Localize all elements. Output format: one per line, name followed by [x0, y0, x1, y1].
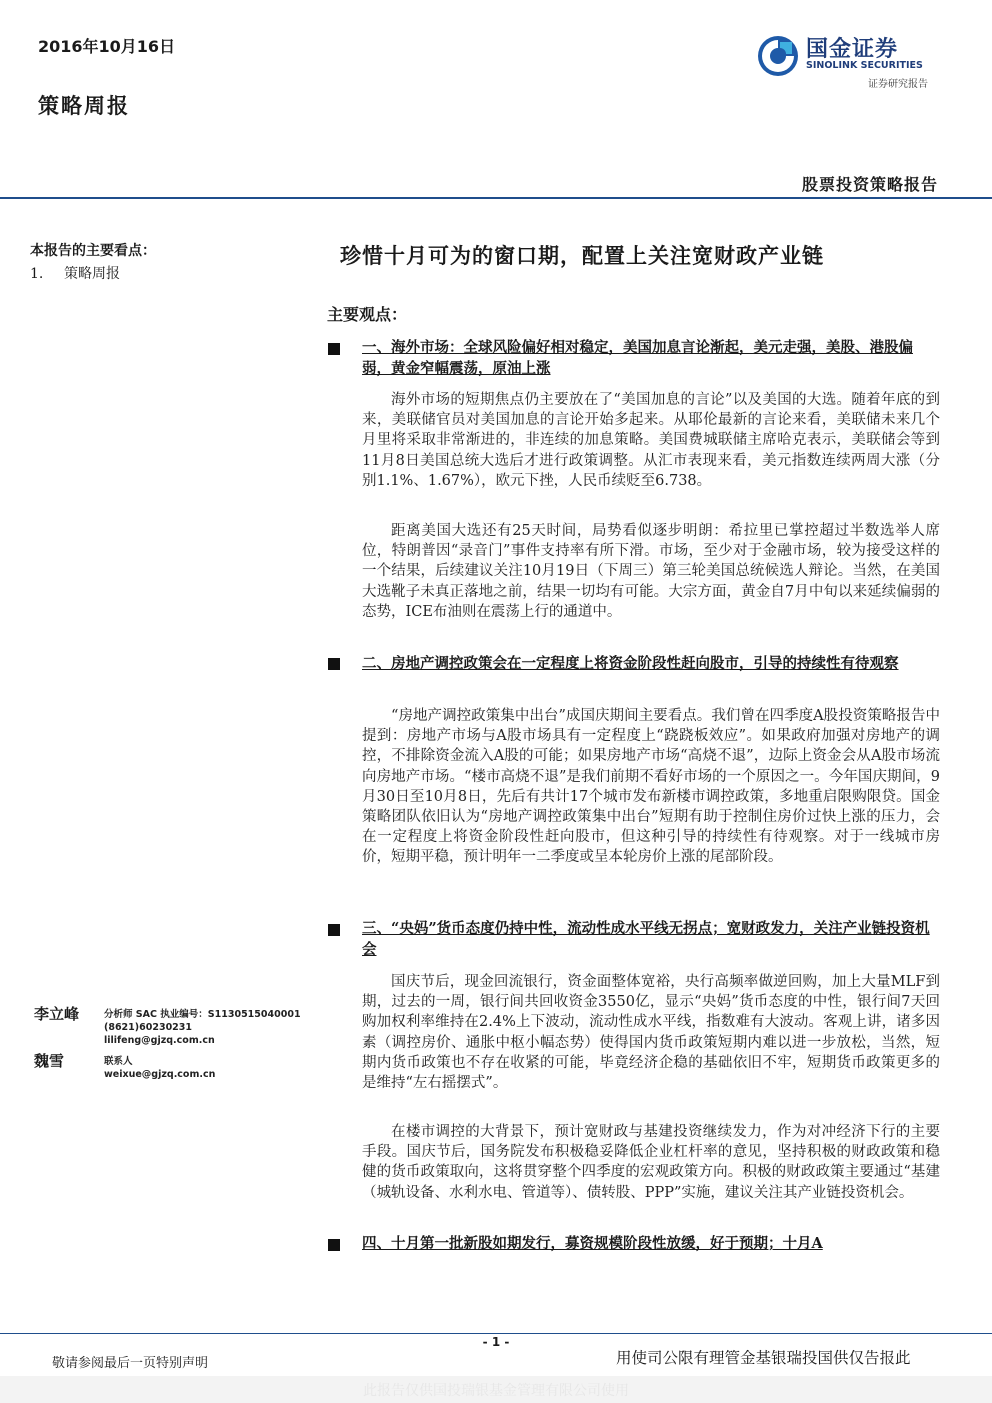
logo-english-name: SINOLINK SECURITIES: [806, 60, 923, 71]
analyst-email: lilifeng@gjzq.com.cn: [104, 1035, 215, 1046]
report-date: 2016年10月16日: [38, 37, 176, 56]
section-1-paragraph-2: 距离美国大选还有25天时间，局势看似逐步明朗：希拉里已掌控超过半数选举人席位，特朗普因“录音门”事件支持率有所下滑。市场，至少对于金融市场，较为接受这样的一个结果，后续建议关注10月19日（下周三）第三轮美国总统候选人辩论。当然，在美国大选靴子未真正落地之前，结果一切均有可能。大宗方面，黄金自7月中旬以来延续偏弱的态势，ICE布油则在震荡上行的通道中。: [362, 523, 940, 620]
disclaimer-note: 敬请参阅最后一页特别声明: [52, 1356, 209, 1371]
section-1-paragraph-1: 海外市场的短期焦点仍主要放在了“美国加息的言论”以及美国的大选。随着年底的到来，美联储官员对美国加息的言论开始多起来。从耶伦最新的言论来看，美联储未来几个月里将采取非常渐进的，非连续的加息策略。美国费城联储主席哈克表示，美联储会等到11月8日美国总统大选后才进行政策调整。从汇市表现来看，美元指数连续两周大涨（分别1.1%、1.67%），欧元下挫，人民币续贬至6.738。: [362, 392, 940, 489]
analyst-name: 李立峰: [34, 1005, 80, 1023]
analyst-phone: (8621)60230231: [104, 1022, 193, 1033]
section-heading-3: 三、“央妈”货币态度仍持中性，流动性成水平线无拐点；宽财政发力，关注产业链投资机会: [362, 920, 930, 958]
key-points-title: 本报告的主要看点：: [30, 243, 156, 259]
section-bullet-icon: [328, 924, 340, 936]
main-points-title: 主要观点：: [327, 305, 408, 324]
analyst-license: 分析师 SAC 执业编号：S1130515040001: [104, 1009, 301, 1020]
logo-chinese-name: 国金证券: [806, 37, 899, 62]
sinolink-logo-icon: [756, 34, 800, 78]
usage-note: 用使司公限有理管金基银瑞投国供仅告报此: [616, 1349, 911, 1367]
report-type: 策略周报: [38, 93, 130, 118]
key-point-item: [30, 263, 120, 283]
key-point-number: 1.: [30, 266, 44, 282]
section-bullet-icon: [328, 343, 340, 355]
contact-info: [104, 1055, 215, 1081]
watermark-text: 此报告仅供国投瑞银基金管理有限公司使用: [363, 1383, 629, 1399]
section-bullet-icon: [328, 1239, 340, 1251]
key-point-text: 策略周报: [64, 266, 120, 282]
footer-divider: [0, 1333, 992, 1334]
logo-subtitle: 证券研究报告: [868, 79, 928, 90]
contact-role: 联系人: [104, 1056, 133, 1067]
analyst-contact: [104, 1008, 301, 1047]
page-number: - 1 -: [482, 1335, 510, 1349]
report-title: 珍惜十月可为的窗口期，配置上关注宽财政产业链: [340, 243, 824, 268]
section-heading-4: 四、十月第一批新股如期发行，募资规模阶段性放缓，好于预期；十月A: [362, 1235, 823, 1252]
report-category: 股票投资策略报告: [801, 175, 938, 194]
section-heading-2: 二、房地产调控政策会在一定程度上将资金阶段性赶向股市，引导的持续性有待观察: [362, 655, 899, 672]
contact-name: 魏雪: [34, 1052, 65, 1070]
section-bullet-icon: [328, 658, 340, 670]
header-divider: [0, 197, 992, 199]
section-3-paragraph-2: 在楼市调控的大背景下，预计宽财政与基建投资继续发力，作为对冲经济下行的主要手段。国庆节后，国务院发布积极稳妥降低企业杠杆率的意见，坚持积极的财政政策和稳健的货币政策取向，这将贯穿整个四季度的宏观政策方向。积极的财政政策主要通过“基建（城轨设备、水利水电、管道等）、债转股、PPP”实施，建议关注其产业链投资机会。: [362, 1124, 940, 1201]
section-3-paragraph-1: 国庆节后，现金回流银行，资金面整体宽裕，央行高频率做逆回购，加上大量MLF到期，过去的一周，银行间共回收资金3550亿，显示“央妈”货币态度的中性，银行间7天回购加权利率维持在2.4%上下波动，流动性成水平线，指数难有大波动。客观上讲，诸多因素（调控房价、通胀中枢小幅态势）使得国内货币政策短期内难以进一步放松，当然，短期内货币政策也不存在收紧的可能，毕竟经济企稳的基础依旧不牢，短期货币政策更多的是维持“左右摇摆式”。: [362, 974, 940, 1092]
contact-email: weixue@gjzq.com.cn: [104, 1069, 216, 1080]
section-2-paragraph-1: “房地产调控政策集中出台”成国庆期间主要看点。我们曾在四季度A股投资策略报告中提到：房地产市场与A股市场具有一定程度上“跷跷板效应”。如果政府加强对房地产的调控，不排除资金流入A股的可能；如果房地产市场“高烧不退”，边际上资金会从A股市场流向房地产市场。“楼市高烧不退”是我们前期不看好市场的一个原因之一。今年国庆期间，9月30日至10月8日，先后有共计17个城市发布新楼市调控政策，多地重启限购限贷。国金策略团队依旧认为“房地产调控政策集中出台”短期有助于控制住房价过快上涨的压力，会在一定程度上将资金阶段性赶向股市，但这种引导的持续性有待观察。对于一线城市房价，短期平稳，预计明年一二季度或呈本轮房价上涨的尾部阶段。: [362, 708, 940, 866]
section-heading-1: 一、海外市场：全球风险偏好相对稳定，美国加息言论渐起，美元走强，美股、港股偏弱，黄金窄幅震荡，原油上涨: [362, 339, 913, 377]
company-logo: [756, 30, 946, 92]
